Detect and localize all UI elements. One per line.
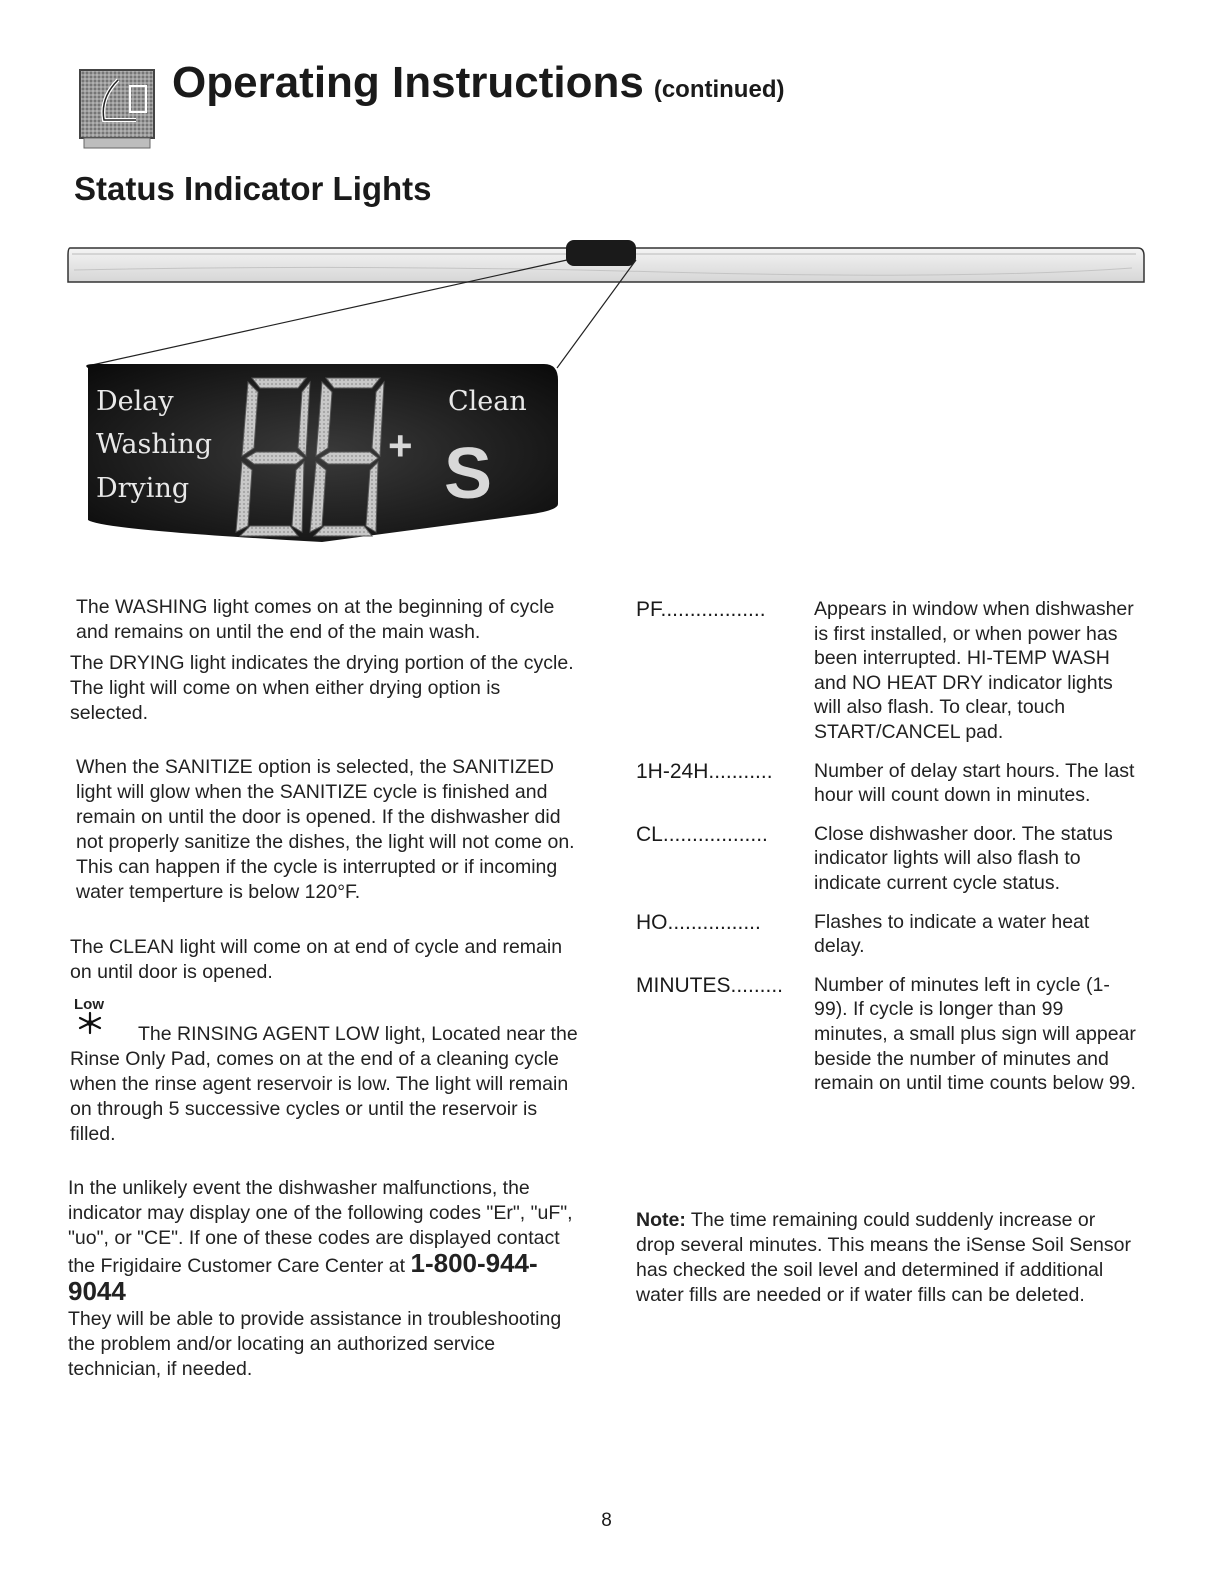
rinse-agent-low-icon-block [70,997,580,1033]
code-row-1h-24h [636,759,1136,808]
clean-paragraph: The CLEAN light will come on at end of cycle and remain on until door is opened. [70,936,563,983]
malfunction-paragraph: In the unlikely event the dishwasher malfunctions, the indicator may display one of the following codes "Er", "uF", "uo", or "CE". If one of these codes are displayed contact the Frigidaire Customer Care Center at 1-800-944-9044 They will be able to provide assistance in troubleshooting the problem and/or locating an authorized service technician, if needed. [68,1177,573,1380]
washing-paragraph: The WASHING light comes on at the beginning of cycle and remains on until the end of the main wash. [76,596,555,643]
code-leader-dots: .................. [662,822,768,846]
code-term: CL [636,822,663,846]
code-term: 1H-24H [636,759,709,783]
display-sanitize-letter: S [444,434,493,514]
code-term: PF [636,598,661,621]
code-leader-dots: .................. [660,598,766,621]
code-term: MINUTES [636,973,731,997]
status-display-illustration [62,230,1147,550]
code-row-ho [636,910,1136,959]
display-word-drying: Drying [96,473,190,504]
customer-care-phone: 1-800-944-9044 [68,1248,538,1306]
sanitize-paragraph: When the SANITIZE option is selected, the SANITIZED light will glow when the SANITIZE cycle is finished and remain on until the door is opened. If the dishwasher did not properly sanitize the dishes, the light will not come on. This can happen if the cycle is interrupted or if incoming water temperture is below 120°F. [76,756,575,903]
note-label: Note: [636,1209,686,1231]
code-leader-dots: ................ [667,910,761,934]
display-word-washing: Washing [96,429,213,460]
code-list [636,597,1136,1096]
code-leader-dots: ........... [708,759,773,783]
note-paragraph [636,1208,1136,1308]
code-description: Close dishwasher door. The status indicator lights will also flash to indicate current cycle status. [814,822,1113,894]
display-word-delay: Delay [96,386,174,417]
low-label: Low [74,996,104,1013]
rinse-agent-low-icon [76,1011,104,1042]
code-description: Appears in window when dishwasher is first installed, or when power has been interrupted. HI-TEMP WASH and NO HEAT DRY indicator lights will also flash. To clear, touch START/CANCEL pad. [814,598,1134,743]
drying-paragraph: The DRYING light indicates the drying portion of the cycle. The light will come on when either drying option is selected. [70,652,574,724]
display-word-clean: Clean [448,386,527,417]
code-row-pf [636,597,1136,745]
note-text: The time remaining could suddenly increase or drop several minutes. This means the iSense Soil Sensor has checked the soil level and determined if additional water fills are needed or if water fills can be deleted. [636,1209,1131,1306]
code-term: HO [636,910,668,934]
code-row-cl [636,822,1136,896]
left-column [70,595,580,1382]
section-title: Status Indicator Lights [74,170,432,207]
page-number: 8 [601,1510,612,1531]
code-leader-dots: ......... [730,973,784,997]
code-description: Flashes to indicate a water heat delay. [814,910,1090,958]
rinse-agent-paragraph: The RINSING AGENT LOW light, Located near the Rinse Only Pad, comes on at the end of a cleaning cycle when the rinse agent reservoir is low. The light will remain on through 5 successive cycles or until the reservoir is filled. [70,1023,578,1145]
code-description: Number of delay start hours. The last hour will count down in minutes. [814,759,1135,807]
title-suffix: (continued) [653,76,785,103]
dishwasher-icon [78,68,156,154]
code-row-minutes [636,973,1136,1096]
code-description: Number of minutes left in cycle (1-99). If cycle is longer than 99 minutes, a small plus sign will appear beside the number of minutes and remain on until time counts below 99. [814,973,1136,1095]
display-plus-sign: + [388,422,413,469]
page-title: Operating Instructions (continued) [172,58,785,107]
